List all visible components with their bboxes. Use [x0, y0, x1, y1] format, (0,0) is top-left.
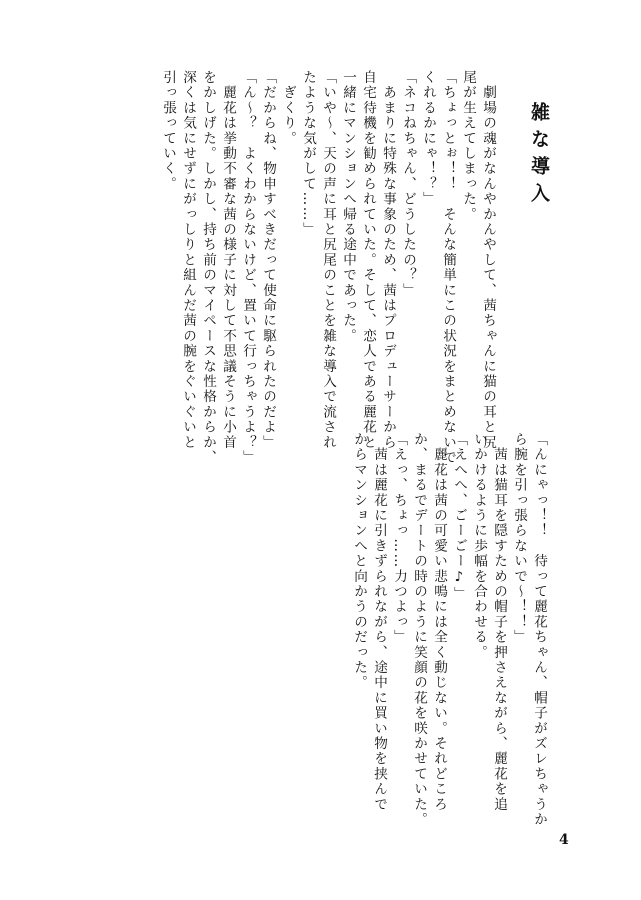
- text-line: をかしげた。しかし、持ち前のマイペースな性格からか、: [200, 70, 216, 466]
- text-line: 深くは気にせずにがっしりと組んだ茜の腕をぐいぐいと: [180, 70, 196, 450]
- text-line: 尾が生えてしまった。: [460, 70, 476, 222]
- text-line: 「いや〜、天の声に耳と尻尾のことを雑な導入で流され: [320, 70, 336, 450]
- text-line: 「ちょっとぉ！！ そんな簡単にこの状況をまとめないで: [440, 70, 456, 466]
- text-line: 「んにゃっ！！ 待って麗花ちゃん、帽子がズレちゃうか: [531, 432, 547, 828]
- text-line: 「ん〜？ よくわからないけど、置いて行っちゃうよ？」: [240, 70, 256, 466]
- text-line: 「ネコねちゃん、どうしたの？」: [400, 70, 416, 298]
- chapter-title: 雑な導入: [528, 102, 550, 210]
- text-line: 茜は麗花に引きずられながら、途中に買い物を挟んで: [371, 432, 387, 812]
- text-line: 麗花は茜の可愛い悲鳴には全く動じない。それどころ: [431, 432, 447, 812]
- text-line: いかけるように歩幅を合わせる。: [471, 432, 487, 660]
- upper-text-block: [88, 70, 498, 466]
- text-line: ら腕を引っ張らないで〜！！」: [511, 432, 527, 645]
- lower-text-block: [327, 432, 549, 852]
- text-line: 自宅待機を勧められていた。そして、恋人である麗花と: [360, 70, 376, 450]
- text-line: 引っ張っていく。: [160, 70, 176, 192]
- text-line: 「えっ、ちょっ……力つよっ」: [391, 432, 407, 645]
- text-line: くれるかにゃ！？」: [420, 70, 436, 207]
- text-line: たような気がして……」: [300, 70, 316, 238]
- text-line: か、まるでデートの時のように笑顔の花を咲かせていた。: [411, 432, 427, 828]
- text-line: あまりに特殊な事象のため、茜はプロデューサーから: [380, 70, 396, 450]
- text-line: 「えへへ、ごーごー♪」: [451, 432, 467, 602]
- text-line: 劇場の魂がなんやかんやして、茜ちゃんに猫の耳と尻: [480, 70, 496, 450]
- text-line: 茜は猫耳を隠すための帽子を押さえながら、麗花を追: [491, 432, 507, 812]
- text-line: からマンションへと向かうのだった。: [351, 432, 367, 691]
- page-number: 4: [559, 832, 569, 848]
- text-line: 「だからね、物申すべきだって使命に駆られたのだよ」: [260, 70, 276, 450]
- text-line: 一緒にマンションへ帰る途中であった。: [340, 70, 356, 344]
- text-line: 麗花は挙動不審な茜の様子に対して不思議そうに小首: [220, 70, 236, 450]
- text-line: ぎくり。: [280, 70, 296, 146]
